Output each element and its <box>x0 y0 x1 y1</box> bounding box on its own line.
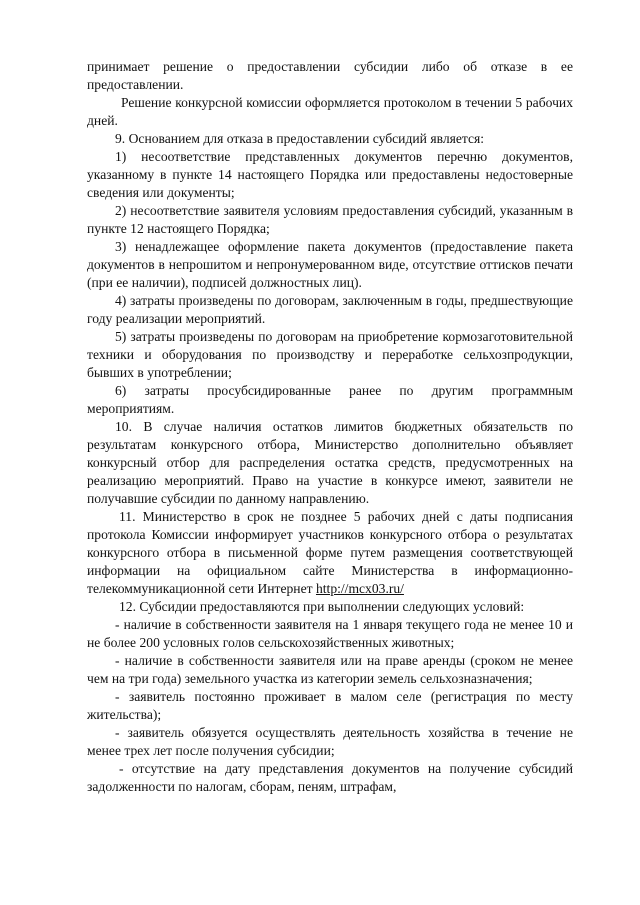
list-item-condition-1: - наличие в собственности заявителя на 1 января текущего года не менее 10 и не более 200 условных голов сельскохозяйственных животных; <box>87 617 573 650</box>
list-item-condition-5: - отсутствие на дату представления документов на получение субсидий задолженности по налогам, сборам, пеням, штрафам, <box>87 761 573 794</box>
paragraph-item-10: 10. В случае наличия остатков лимитов бюджетных обязательств по результатам конкурсного отбора, Министерство дополнительно объявляет конкурсный отбор для распределения остатка средств, предусмотренных на реализацию мероприятий. Право на участие в конкурсе имеют, заявители не получавшие субсидии по данному направлению. <box>87 419 573 506</box>
list-item-condition-4: - заявитель обязуется осуществлять деятельность хозяйства в течение не менее трех лет после получения субсидии; <box>87 725 573 758</box>
paragraph-item-9-heading: 9. Основанием для отказа в предоставлении субсидий является: <box>115 131 485 146</box>
list-item-refusal-3: 3) ненадлежащее оформление пакета документов (предоставление пакета документов в непрошитом и непронумерованном виде, отсутствие оттисков печати (при ее наличии), подписей должностных лиц). <box>87 239 573 290</box>
list-item-condition-2: - наличие в собственности заявителя или на праве аренды (сроком не менее чем на три года) земельного участка из категории земель сельхозназначения; <box>87 653 573 686</box>
list-item-refusal-5: 5) затраты произведены по договорам на приобретение кормозаготовительной техники и оборудования по производству и переработке сельхозпродукции, бывших в употреблении; <box>87 329 573 380</box>
paragraph-continuation: принимает решение о предоставлении субсидии либо об отказе в ее предоставлении. <box>87 59 573 92</box>
list-item-refusal-2: 2) несоответствие заявителя условиям предоставления субсидий, указанным в пункте 12 настоящего Порядка; <box>87 203 573 236</box>
ministry-website-link[interactable]: http://mcx03.ru/ <box>315 581 404 596</box>
list-item-refusal-1: 1) несоответствие представленных документов перечню документов, указанному в пункте 14 настоящего Порядка или предоставлены недостоверные сведения или документы; <box>87 149 573 200</box>
list-item-refusal-4: 4) затраты произведены по договорам, заключенным в годы, предшествующие году реализации мероприятий. <box>87 293 573 326</box>
list-item-condition-3: - заявитель постоянно проживает в малом селе (регистрация по месту жительства); <box>87 689 573 722</box>
list-item-refusal-6: 6) затраты просубсидированные ранее по другим программным мероприятиям. <box>87 383 573 416</box>
document-page <box>87 58 573 796</box>
paragraph-commission-decision: Решение конкурсной комиссии оформляется протоколом в течении 5 рабочих дней. <box>87 95 573 128</box>
paragraph-item-11-text: 11. Министерство в срок не позднее 5 рабочих дней с даты подписания протокола Комиссии информирует участников конкурсного отбора о результатах конкурсного отбора в письменной форме путем размещения соответствующей информации на официальном сайте Министерства в информационно-телекоммуникационной сети Интернет <box>87 509 573 596</box>
paragraph-item-12-heading: 12. Субсидии предоставляются при выполнении следующих условий: <box>119 599 525 614</box>
paragraph-item-11 <box>87 508 573 598</box>
